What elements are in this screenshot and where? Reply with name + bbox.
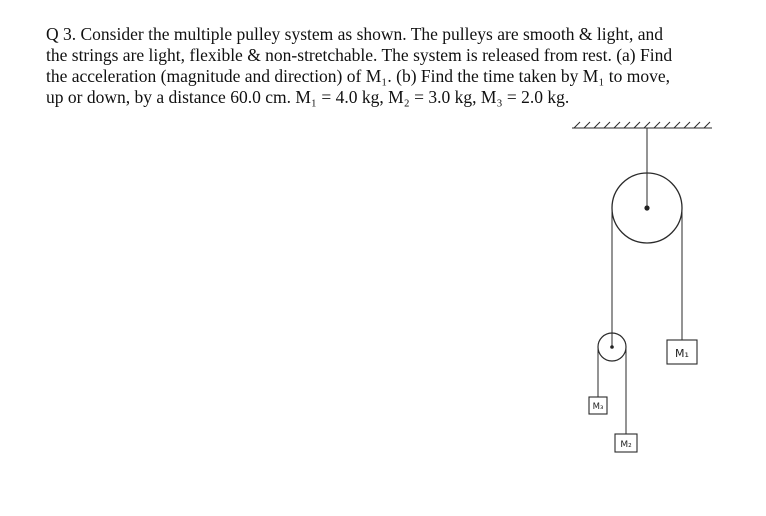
ceiling: [572, 122, 712, 128]
question-line: the strings are light, flexible & non-stretchable. The system is released from rest. (a) Find: [46, 45, 673, 65]
question-line: the acceleration (magnitude and direction) of M₁. (b) Find the time taken by M₁ to move,: [46, 66, 671, 86]
fixed-pulley-axle: [644, 205, 649, 210]
mass-m1-label: M₁: [675, 347, 689, 360]
mass-m1: [667, 340, 697, 364]
movable-pulley-axle: [610, 345, 614, 349]
mass-m3: [589, 397, 607, 414]
mass-m3-label: M₃: [592, 402, 604, 412]
question-line: up or down, by a distance 60.0 cm. M₁ = 4.0 kg, M₂ = 3.0 kg, M₃ = 2.0 kg.: [46, 87, 570, 107]
mass-m2-label: M₂: [620, 440, 632, 450]
mass-m2: [615, 434, 637, 452]
question-line: Q 3. Consider the multiple pulley system as shown. The pulleys are smooth & light, and: [46, 24, 663, 44]
